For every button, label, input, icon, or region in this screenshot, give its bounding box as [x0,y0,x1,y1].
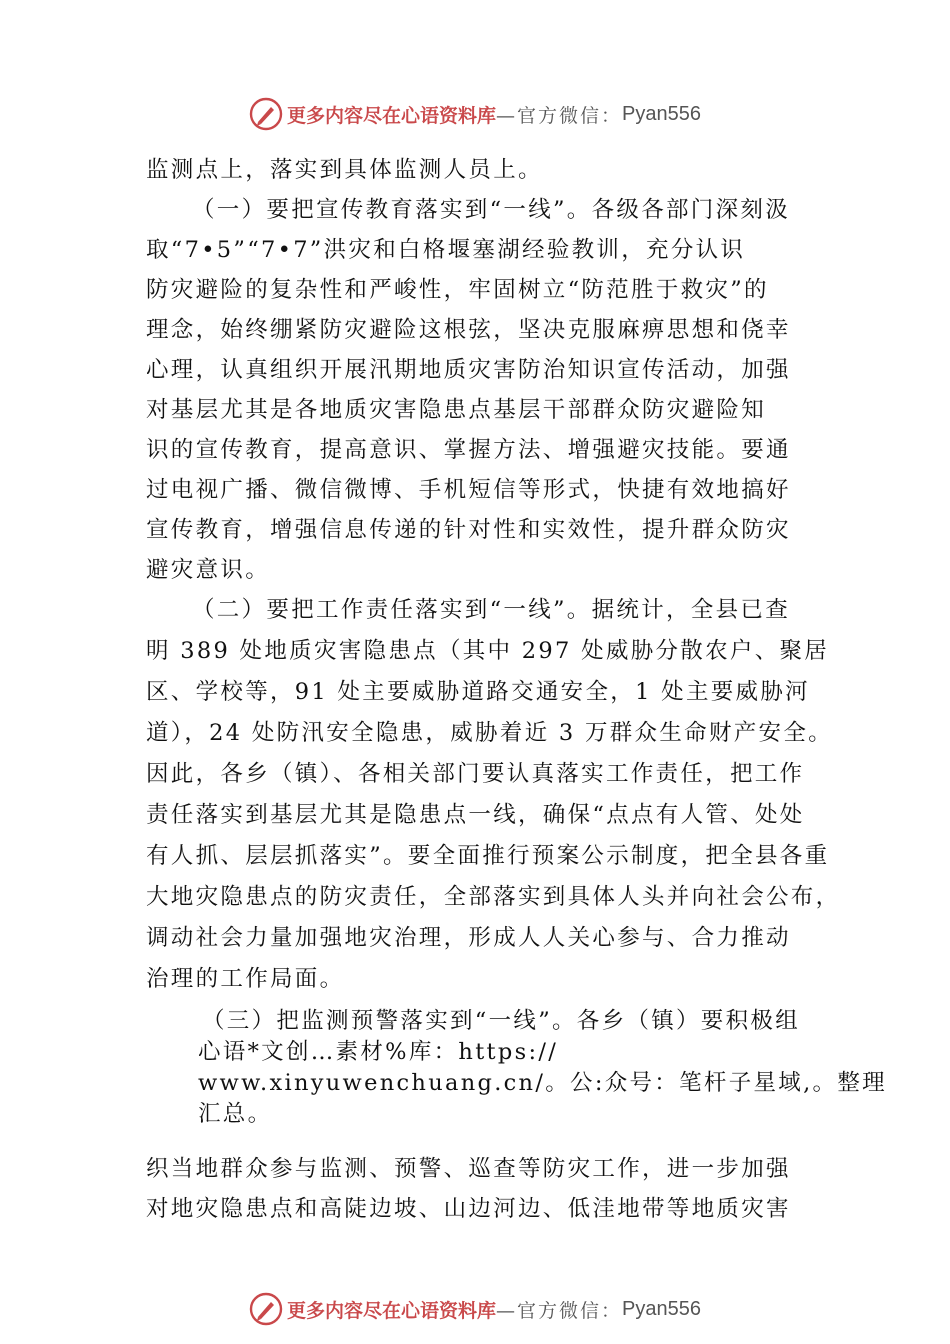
text-line: 识的宣传教育，提高意识、掌握方法、增强避灾技能。要通 [146,437,791,463]
text-line: 避灾意识。 [146,557,271,583]
text-line: 防灾避险的复杂性和严峻性，牢固树立“防范胜于救灾”的 [146,277,769,303]
text-line: 对地灾隐患点和高陡边坡、山边河边、低洼地带等地质灾害 [146,1196,791,1222]
text-line: （一）要把宣传教育落实到“一线”。各级各部门深刻汲 [192,197,791,223]
text-line: 道），24 处防汛安全隐患，威胁着近 3 万群众生命财产安全。 [146,720,833,746]
text-line: 取“7•5”“7•7”洪灾和白格堰塞湖经验教训，充分认识 [146,237,746,263]
header-watermark [0,94,950,134]
text-line: 明 389 处地质灾害隐患点（其中 297 处威胁分散农户、聚居 [146,638,830,664]
footer-wechat-id: Pyan556 [622,1297,701,1320]
watermark-note-line: 心语*文创…素材%库：https:// [198,1039,559,1065]
text-line: 织当地群众参与监测、预警、巡查等防灾工作，进一步加强 [146,1156,791,1182]
text-line: 有人抓、层层抓落实”。要全面推行预案公示制度，把全县各重 [146,843,830,869]
header-brand: 更多内容尽在心语资料库 [287,104,497,127]
header-wechat-id: Pyan556 [622,102,701,125]
text-line: 区、学校等，91 处主要威胁道路交通安全，1 处主要威胁河 [146,679,810,705]
text-line: 心理，认真组织开展汛期地质灾害防治知识宣传活动，加强 [146,357,791,383]
text-line: 理念，始终绷紧防灾避险这根弦，坚决克服麻痹思想和侥幸 [146,317,791,343]
text-line: 对基层尤其是各地质灾害隐患点基层干部群众防灾避险知 [146,397,767,423]
document-body [146,150,887,1229]
text-line: 大地灾隐患点的防灾责任，全部落实到具体人头并向社会公布， [146,884,841,910]
paragraph-2 [146,590,841,1000]
footer-dash-text: —官方微信： [496,1299,623,1322]
header-dash-text: —官方微信： [496,104,623,127]
text-line: 调动社会力量加强地灾治理，形成人人关心参与、合力推动 [146,925,791,951]
text-line: 治理的工作局面。 [146,966,345,992]
text-line: 监测点上，落实到具体监测人员上。 [146,157,543,183]
footer-watermark [0,1289,950,1329]
intro-paragraph [146,150,836,190]
text-line: 宣传教育，增强信息传递的针对性和实效性，提升群众防灾 [146,517,791,543]
pen-logo-icon [249,97,283,131]
watermark-note-line: www.xinyuwenchuang.cn/。公:众号：笔杆子星域,。整理 [198,1070,887,1096]
text-line: （三）把监测预警落实到“一线”。各乡（镇）要积极组 [202,1008,801,1034]
text-line: 过电视广播、微信微博、手机短信等形式，快捷有效地搞好 [146,477,791,503]
text-line: 责任落实到基层尤其是隐患点一线，确保“点点有人管、处处 [146,802,805,828]
watermark-note-line: 汇总。 [198,1101,273,1127]
footer-brand: 更多内容尽在心语资料库 [287,1299,497,1322]
pen-logo-icon [249,1292,283,1326]
text-line: 因此，各乡（镇）、各相关部门要认真落实工作责任，把工作 [146,761,805,787]
paragraph-3-continued [146,1149,836,1229]
paragraph-3-with-note [146,1006,887,1130]
text-line: （二）要把工作责任落实到“一线”。据统计，全县已查 [192,597,791,623]
paragraph-1 [146,190,836,590]
